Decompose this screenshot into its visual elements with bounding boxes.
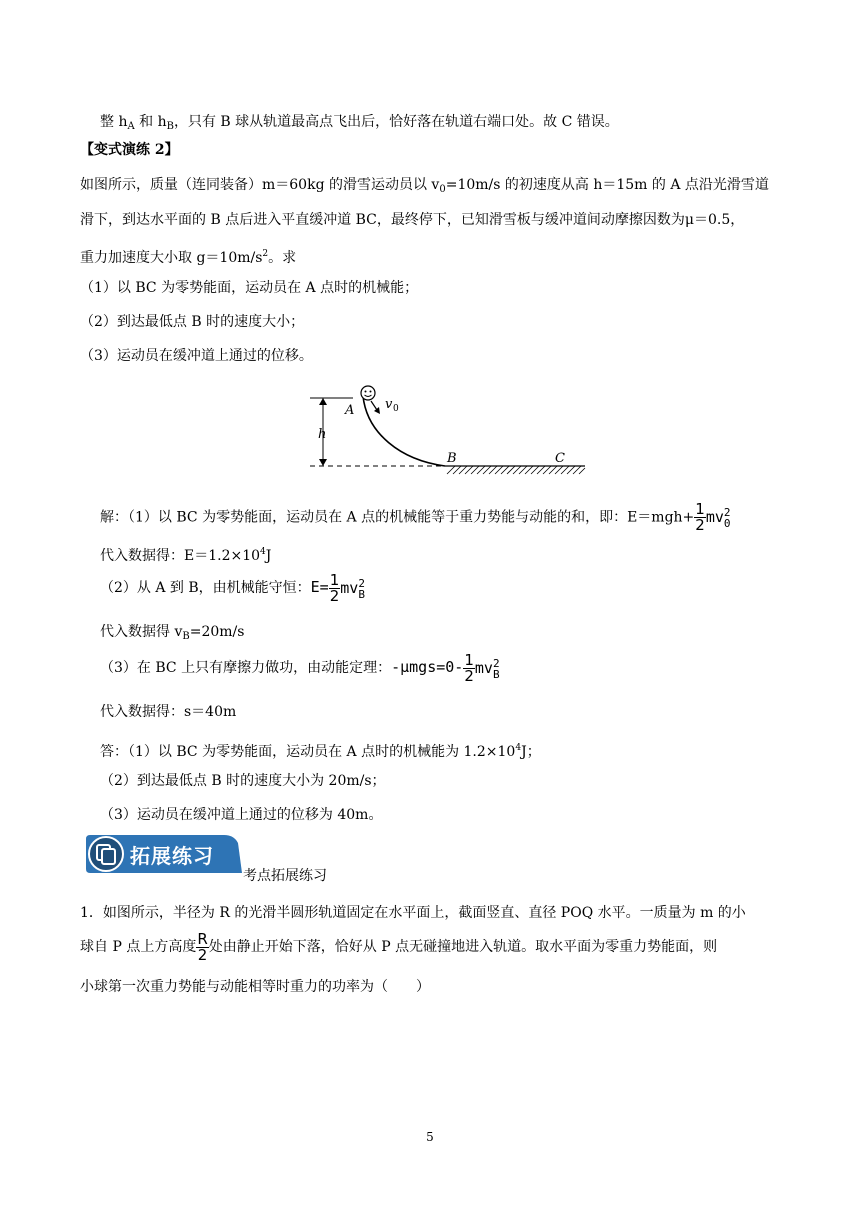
q1-line-3: 小球第一次重力势能与动能相等时重力的功率为（ ） bbox=[80, 979, 430, 995]
exp-stack bbox=[358, 578, 365, 600]
text: 和 h bbox=[134, 114, 167, 130]
text: 球自 P 点上方高度 bbox=[80, 939, 197, 955]
exp-stack bbox=[724, 507, 731, 529]
text: 解：（1）以 BC 为零势能面，运动员在 A 点的机械能等于重力势能与动能的和，即：E＝mgh+ bbox=[100, 509, 695, 526]
numerator: 1 bbox=[329, 570, 340, 589]
continuation-line bbox=[100, 112, 619, 137]
practice-badge bbox=[84, 833, 242, 875]
subscript: B bbox=[182, 631, 190, 642]
text: 代入数据得：E＝1.2×10 bbox=[100, 548, 261, 564]
mv-term bbox=[340, 569, 365, 608]
solution-line-2 bbox=[100, 542, 271, 566]
answer-line-1 bbox=[100, 738, 541, 762]
text: 如图所示，质量（连同装备）m＝60kg 的滑雪运动员以 v bbox=[80, 177, 440, 193]
q1-line-2 bbox=[80, 927, 717, 967]
subscript: B bbox=[492, 667, 500, 681]
text: J； bbox=[521, 744, 541, 760]
mv-text: mv bbox=[705, 508, 724, 526]
text: ，只有 B 球从轨道最高点飞出后，恰好落在轨道右端口处。故 C 错误。 bbox=[173, 114, 619, 130]
question-3: （3）运动员在缓冲道上通过的位移。 bbox=[80, 348, 313, 364]
label-A: A bbox=[345, 403, 355, 418]
mv-term bbox=[706, 498, 731, 537]
fraction-r-half bbox=[196, 929, 208, 964]
denominator: 2 bbox=[197, 945, 208, 964]
text: J bbox=[265, 548, 272, 564]
mv-term bbox=[475, 649, 500, 688]
solution-line-4 bbox=[100, 622, 244, 647]
mv-text: mv bbox=[474, 658, 493, 677]
velocity-arrowhead bbox=[374, 407, 380, 414]
text: =20m/s bbox=[189, 624, 245, 640]
question-1: （1）以 BC 为零势能面，运动员在 A 点时的机械能； bbox=[80, 280, 419, 296]
page-number: 5 bbox=[426, 1130, 434, 1144]
numerator: 1 bbox=[695, 500, 705, 518]
solution-line-1 bbox=[100, 498, 731, 536]
solution-line-5 bbox=[100, 648, 500, 686]
superscript: 2 bbox=[262, 249, 269, 259]
numerator: 1 bbox=[464, 650, 474, 669]
height-arrow-up bbox=[319, 398, 327, 405]
problem-line-1 bbox=[80, 175, 769, 200]
fraction-half bbox=[329, 570, 341, 605]
subscript: B bbox=[358, 587, 365, 601]
text: 整 h bbox=[100, 114, 128, 130]
answer-line-2: （2）到达最低点 B 时的速度大小为 20m/s； bbox=[100, 773, 386, 789]
label-B: B bbox=[447, 451, 457, 466]
text: 代入数据得 v bbox=[100, 624, 183, 640]
problem-line-3 bbox=[80, 244, 296, 268]
text: 。求 bbox=[268, 250, 297, 266]
text: 重力加速度大小取 g＝10m/s bbox=[80, 250, 263, 266]
label-h: h bbox=[318, 427, 327, 442]
section-subtitle: 考点拓展练习 bbox=[243, 868, 327, 884]
mv-text: mv bbox=[340, 578, 359, 597]
eq-friction: -μmgs=0- bbox=[391, 658, 464, 676]
height-arrow-down bbox=[319, 459, 327, 466]
eq-E: E= bbox=[310, 578, 329, 596]
badge-label: 拓展练习 bbox=[130, 844, 214, 868]
numerator: R bbox=[197, 929, 208, 948]
fraction-half bbox=[463, 650, 475, 685]
velocity-arrow-icon bbox=[371, 401, 377, 410]
text: （2）从 A 到 B，由机械能守恒： bbox=[100, 580, 311, 596]
subscript: 0 bbox=[723, 517, 731, 530]
denominator: 2 bbox=[329, 586, 340, 605]
exp-stack bbox=[493, 658, 500, 680]
solution-line-3 bbox=[100, 568, 365, 606]
label-v-sub: 0 bbox=[393, 404, 399, 414]
ski-slope-figure bbox=[305, 378, 595, 478]
exponent: 2 bbox=[492, 656, 500, 670]
text: （3）在 BC 上只有摩擦力做功，由动能定理： bbox=[100, 660, 392, 676]
answer-line-3: （3）运动员在缓冲道上通过的位移为 40m。 bbox=[100, 807, 383, 823]
skier-icon bbox=[361, 386, 375, 400]
solution-line-6: 代入数据得：s＝40m bbox=[100, 704, 237, 720]
problem-line-2: 滑下，到达水平面的 B 点后进入平直缓冲道 BC，最终停下，已知滑雪板与缓冲道间动摩擦因数为μ＝0.5， bbox=[80, 212, 745, 228]
section-heading: 【变式演练 2】 bbox=[80, 142, 179, 158]
label-C: C bbox=[555, 451, 565, 466]
q1-line-1: 1．如图所示，半径为 R 的光滑半圆形轨道固定在水平面上，截面竖直、直径 POQ 水平。一质量为 m 的小 bbox=[80, 905, 746, 921]
fraction-half bbox=[694, 502, 706, 533]
exponent: 2 bbox=[358, 576, 365, 590]
subscript: B bbox=[166, 121, 174, 132]
text: =10m/s 的初速度从高 h＝15m 的 A 点沿光滑雪道 bbox=[445, 177, 769, 193]
subscript: A bbox=[127, 121, 135, 132]
denominator: 2 bbox=[464, 666, 474, 685]
superscript: 4 bbox=[515, 743, 522, 753]
text: 答：（1）以 BC 为零势能面，运动员在 A 点时的机械能为 1.2×10 bbox=[100, 744, 516, 760]
text: 处由静止开始下落，恰好从 P 点无碰撞地进入轨道。取水平面为零重力势能面，则 bbox=[208, 939, 718, 955]
label-v: v bbox=[385, 397, 393, 412]
superscript: 4 bbox=[260, 547, 266, 557]
exponent: 2 bbox=[723, 506, 731, 519]
question-2: （2）到达最低点 B 时的速度大小； bbox=[80, 314, 305, 330]
subscript: 0 bbox=[439, 184, 446, 195]
ground-hatching bbox=[447, 466, 585, 474]
denominator: 2 bbox=[695, 516, 705, 534]
